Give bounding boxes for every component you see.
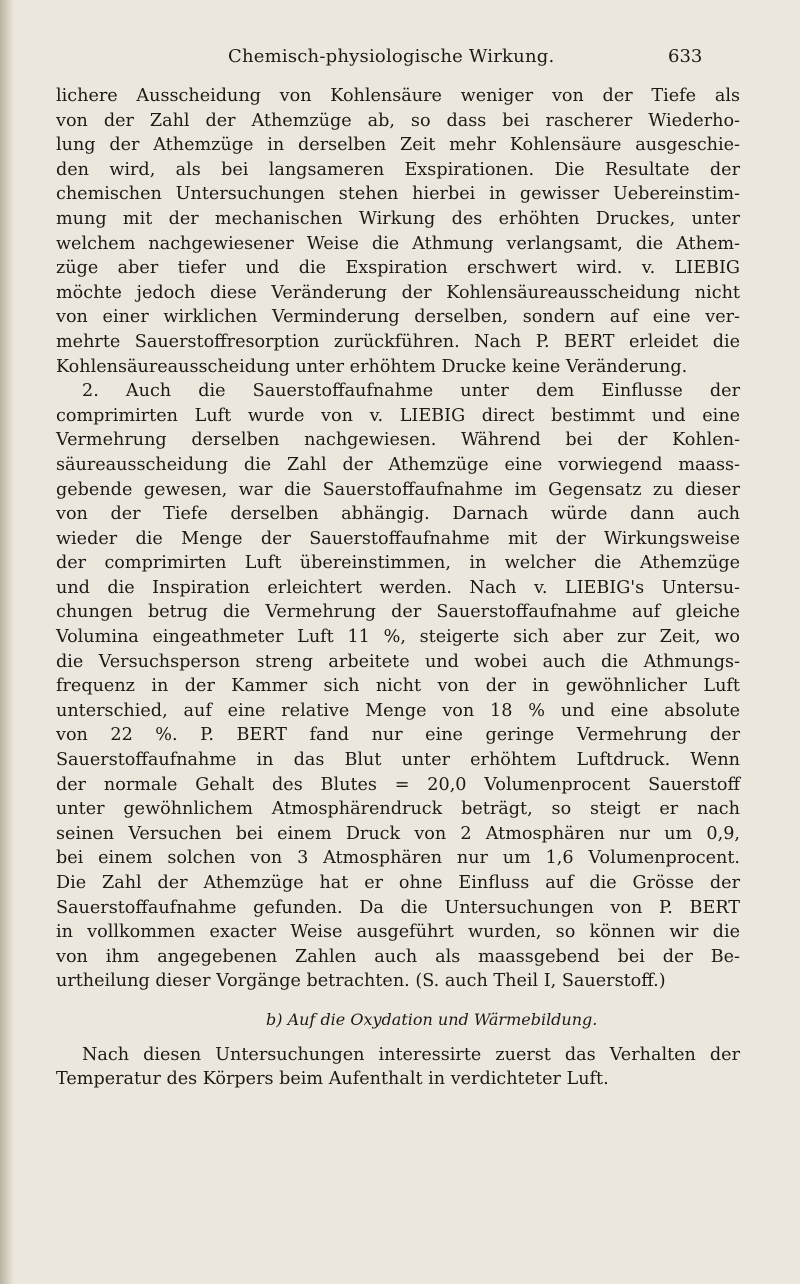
page-binding-edge [0, 0, 14, 1284]
text-line: von ihm angegebenen Zahlen auch als maassgebend bei der Be- [56, 946, 740, 967]
text-line: 2. Auch die Sauerstoffaufnahme unter dem Einflusse der [82, 381, 740, 402]
page-header [0, 46, 800, 76]
text-line: von einer wirklichen Verminderung derselben, sondern auf eine ver- [56, 307, 740, 328]
text-line: unter gewöhnlichem Atmosphärendruck beträgt, so steigt er nach [56, 799, 740, 820]
text-line: von der Zahl der Athemzüge ab, so dass bei rascherer Wiederho- [56, 110, 740, 131]
running-head: Chemisch-physiologische Wirkung. [228, 46, 555, 67]
text-line: urtheilung dieser Vorgänge betrachten. (S. auch Theil I, Sauerstoff.) [56, 971, 666, 992]
text-line: wieder die Menge der Sauerstoffaufnahme mit der Wirkungsweise [56, 528, 740, 549]
text-line: und die Inspiration erleichtert werden. Nach v. LIEBIG's Untersu- [56, 577, 740, 598]
body-text [56, 84, 740, 1092]
text-line: lung der Athemzüge in derselben Zeit mehr Kohlensäure ausgeschie- [56, 135, 740, 156]
text-line: frequenz in der Kammer sich nicht von der in gewöhnlicher Luft [56, 676, 740, 697]
text-line: chemischen Untersuchungen stehen hierbei in gewisser Uebereinstim- [56, 184, 740, 205]
text-line: bei einem solchen von 3 Atmosphären nur um 1,6 Volumenprocent. [56, 848, 740, 869]
text-line: der normale Gehalt des Blutes = 20,0 Volumenprocent Sauerstoff [56, 774, 740, 795]
text-line: lichere Ausscheidung von Kohlensäure weniger von der Tiefe als [56, 86, 740, 106]
text-line: Die Zahl der Athemzüge hat er ohne Einfluss auf die Grösse der [56, 873, 740, 893]
text-line: comprimirten Luft wurde von v. LIEBIG direct bestimmt und eine [56, 405, 740, 426]
text-line: Volumina eingeathmeter Luft 11 %, steigerte sich aber zur Zeit, wo [56, 627, 740, 648]
text-line: der comprimirten Luft übereinstimmen, in welcher die Athemzüge [56, 553, 740, 574]
text-line: in vollkommen exacter Weise ausgeführt wurden, so können wir die [56, 922, 740, 943]
text-line: Sauerstoffaufnahme gefunden. Da die Untersuchungen von P. BERT [56, 897, 740, 918]
text-line: möchte jedoch diese Veränderung der Kohlensäureausscheidung nicht [56, 282, 740, 303]
text-line: chungen betrug die Vermehrung der Sauerstoffaufnahme auf gleiche [56, 602, 740, 623]
text-line: Kohlensäureausscheidung unter erhöhtem Drucke keine Veränderung. [56, 356, 688, 377]
text-line: mung mit der mechanischen Wirkung des erhöhten Druckes, unter [56, 208, 740, 229]
paragraph-co2-excretion [56, 84, 740, 379]
page-number: 633 [668, 46, 703, 67]
text-line: Sauerstoffaufnahme in das Blut unter erhöhtem Luftdruck. Wenn [56, 750, 740, 771]
text-line: die Versuchsperson streng arbeitete und wobei auch die Athmungs- [56, 651, 740, 672]
text-line: welchem nachgewiesener Weise die Athmung verlangsamt, die Athem- [56, 233, 740, 254]
text-line: von der Tiefe derselben abhängig. Darnach würde dann auch [56, 504, 740, 525]
text-line: von 22 %. P. BERT fand nur eine geringe Vermehrung der [56, 725, 740, 746]
text-line: Vermehrung derselben nachgewiesen. Während bei der Kohlen- [56, 430, 740, 451]
text-line: Temperatur des Körpers beim Aufenthalt in verdichteter Luft. [56, 1069, 609, 1090]
text-line: züge aber tiefer und die Exspiration erschwert wird. v. LIEBIG [56, 258, 740, 279]
section-subheading: b) Auf die Oxydation und Wärmebildung. [266, 1009, 598, 1029]
text-line: säureausscheidung die Zahl der Athemzüge eine vorwiegend maass- [56, 454, 740, 475]
paragraph-oxygen-uptake [56, 379, 740, 994]
text-line: mehrte Sauerstoffresorption zurückführen. Nach P. BERT erleidet die [56, 331, 740, 352]
paragraph-oxidation [56, 1043, 740, 1092]
text-line: seinen Versuchen bei einem Druck von 2 Atmosphären nur um 0,9, [56, 823, 740, 844]
text-line: Nach diesen Untersuchungen interessirte zuerst das Verhalten der [82, 1044, 740, 1065]
text-line: den wird, als bei langsameren Exspirationen. Die Resultate der [56, 159, 740, 180]
text-line: unterschied, auf eine relative Menge von 18 % und eine absolute [56, 700, 740, 721]
text-line: gebende gewesen, war die Sauerstoffaufnahme im Gegensatz zu dieser [56, 479, 740, 500]
